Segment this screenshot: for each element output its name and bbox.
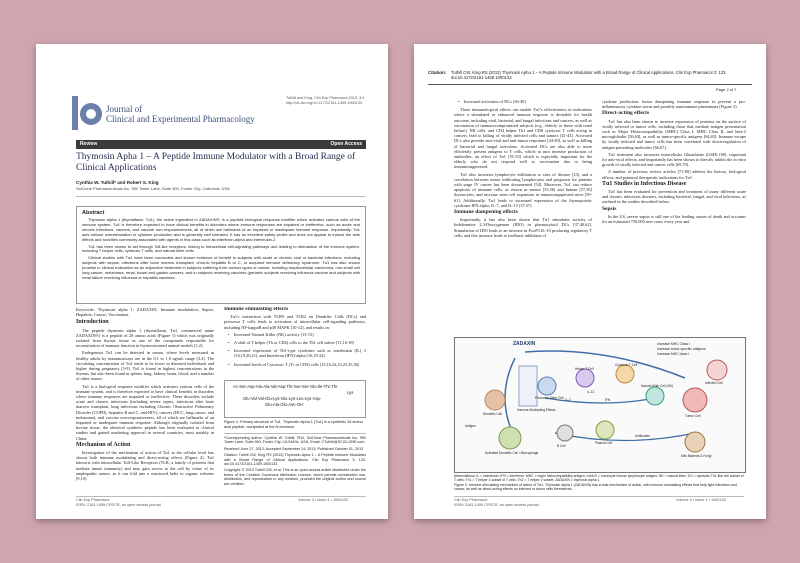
diagram-label: IFN — [605, 398, 611, 402]
paper-page-2 — [414, 44, 766, 519]
arrow — [555, 433, 695, 441]
precursor-stem-cell-icon — [538, 377, 556, 395]
intro-heading: Introduction — [76, 319, 109, 326]
immune-bullet: • Increased expression of Th1-type cytokines such as interleukin (IL) 2 [16,19,20,21], and Interferon (IFN)-alpha [16,19-24] — [234, 348, 366, 358]
divider — [76, 196, 366, 197]
mechanism-heading: Mechanism of Action — [76, 441, 131, 448]
tumor-cell-icon — [683, 388, 707, 412]
diagram-label: IL-12 — [587, 390, 595, 394]
figure1-caption: Figure 1: Primary structure of Tα1. Thymosin alpha 1 (Tα1) is a synthetic 28 amino acid peptide, acetylated at the N-terminus. — [224, 420, 363, 429]
immune-bullet: • Increased levels of Cytotoxic T (Tc or CD8) cells [15,16,22,23,25,35,36] — [234, 362, 366, 367]
abstract-paragraph: Clinical studies with Tα1 have been conducted and shown evidence of benefit in subjects with acute or chronic viral or bacterial infections, including subjects with sepsis, infections after bone marrow transplant, chronic hepatitis B or C, or acquired immune deficiency syndrome. Tα1 has also shown promise in clinical evaluation as an adjunctive treatment in subjects suffering from various types of cancer, including hepatocellular carcinoma, non-small cell lung cancer, melanoma, renal, bowel and gastric cancers, and in subjects receiving vaccines (geriatric subjects receiving influenza vaccine and subjects with renal failure receiving influenza or hepatitis vaccines. — [82, 255, 360, 280]
infectious-paragraph: Tα1 has been evaluated for prevention and treatment of many different acute and chronic infectious diseases, including bacterial, fungal, and viral infections, as outlined in the studies described below. — [602, 189, 746, 205]
article-type-label: Review — [80, 141, 98, 147]
diagram-label: Immune Modulating Effects — [517, 408, 556, 412]
page1-left-column — [76, 307, 214, 492]
body-paragraph: Tα1 also increases lymphocyte infiltration to sites of disease [15], and a correlation between tumor infiltrating lymphocytes and prognosis for patients with stage IV cancer has been documented [54]. Moreover, Tα1 can reduce apoptosis of immune cells, as shown in mouse [55,56] and human [57,58] thymocytes, and increase stem cell expansion in immunosuppressed mice [59-61]. Additionally, Tα1 leads to increased expression of the thymopoietic cytokines IFN alpha, IL-7, and IL-15 [37,57]. — [454, 171, 592, 208]
diagram-label: Plasma Cell — [595, 441, 613, 445]
diagram-label: Increase MHC class I — [657, 352, 690, 356]
doi-line: http://dx.doi.org/10.4172/2161-1459.1000133 — [286, 101, 363, 105]
immune-bullet: • A shift of T helper (Th or CD4) cells to the Th1 cell subset [11,16-18] — [234, 340, 366, 345]
diagram-label: Dendritic Cell — [483, 412, 502, 416]
diagram-label: Precursor Stem Cell — [535, 396, 564, 400]
bacteria-icon — [685, 432, 705, 452]
article-type-bar — [76, 140, 366, 149]
figure2-abbreviations: Abbreviations: IL = interleukin; IFN = interferon; MHC = major histocompatibility antigen; mAb,R = monocyte human lymphocyte antigen; NK = natural killer; Tc1 = cytotoxic Th1-like cell subset of T cells; Th1 = T helper 1 subset of T cells; Th2 = T helper 2 subset; ZADAXIN = thymosin alpha 1 — [454, 474, 744, 482]
open-access-label: Open Access — [330, 141, 362, 147]
diagram-label: IL-2 — [565, 398, 571, 402]
footer-journal: Clin Exp Pharmacol — [76, 498, 110, 502]
direct-paragraph: A number of previous review articles [71-80] address the history, biological effects, and potential therapeutic indications for Tα1. — [602, 169, 746, 180]
helper-t-cell-icon — [576, 369, 594, 387]
copyright-note: Copyright: © 2013 Tuthill CW, et al. This is an open-access article distributed under the terms of the Creative Commons Attribution License, which permits unrestricted use, distribution, and reproduction in any medium, provided the original author and source are credited. — [224, 468, 366, 486]
diagram-label: Activated Dendritic Cell / Macrophage — [485, 451, 539, 455]
diagram-label: Increase tumor specific antigens — [657, 347, 706, 351]
abstract-paragraph: Tα1 has been shown to act through Toll-like receptors, linking to intracellular cell-signaling pathways and leading to stimulation of the immune system, including T helper cells, cytotoxic T cells, and natural killer cells. — [82, 243, 360, 254]
footer-volume: Volume 3 • Issue 4 • 1000133 — [676, 498, 726, 502]
footer-issn: ISSN: 2161-1459 CPECR, an open access journal — [76, 503, 161, 507]
plasma-cell-icon — [596, 421, 614, 439]
direct-paragraph: Tα1 treatment also increases intracellular Glutathione (GSH) [68], important for anti-viral effects, and importantly has been shown to directly inhibit the in vitro growth of virally infected and cancer cells [69,70]. — [602, 151, 746, 168]
sequence-line-1: Ac-Ser-Asp-Ala-Ala-Val-Asp-Thr-Ser-Ser-Glu-Ile-Thr-Thr — [233, 384, 338, 389]
keywords: Keywords: Thymosin alpha 1; ZADAXIN; Immune modulation; Sepsis; Hepatitis; Cancer; Vaccination — [76, 307, 214, 318]
diagram-label: Infected Cell — [705, 381, 723, 385]
figure1-box — [224, 380, 366, 418]
diagram-label: Antigen — [465, 424, 476, 428]
cytotoxic-t-cell-icon — [616, 365, 634, 383]
figure2-caption: Figure 2: Immune stimulating mechanism of action of Tα1. Thymosin alpha 1 (ZADAXIN) has a dual mechanism of action, with immune modulating effects that help fight infections and cancer, as well as direct-acting effects on infected or tumor cells themselves. — [454, 483, 737, 491]
journal-logo-icon — [80, 103, 102, 125]
sequence-line-2: Glu-Ala-Glu-Asn-OH — [265, 402, 304, 407]
diagram-label: Helper T Cell — [575, 367, 594, 371]
abstract-paragraph: Thymosin alpha 1 (thymalfasin, Tα1), the active ingredient in ZADAXIN®, is a peptidic biological response modifier which activates various cells of the immune system. Tα1 is therefore expected to have clinical benefits in disorders where immune responses are impaired or ineffective, such as acute and chronic infections, cancers, and vaccine non-responsiveness, all of which are hallmarks of an impaired or inadequate immune response. Importantly, Tα1 acts without overstimulation of cytokine production and is generally well tolerated. It has an excellent safety profile and does not appear to induce the side effects and toxicities commonly associated with agents in this class such as interferon-alpha and interleukin-2. — [82, 218, 360, 242]
page1-right-column — [224, 307, 366, 377]
footer-divider — [454, 496, 744, 497]
journal-name-line2: Clinical and Experimental Pharmacology — [106, 114, 255, 124]
journal-name-line1: Journal of — [106, 104, 143, 114]
footer-divider — [76, 496, 366, 497]
sequence-line-3: Glu-Val-Val-Glu-Lys-Glu-Lys-Leu-Lys-Asp- — [243, 396, 322, 401]
intro-paragraph: Endogenous Tα1 can be detected in serum, where levels measured in healthy adults by immunoassays are in the 0.1 to 1.0 ng/mL range [3,4]. The circulating concentration of Tα1 tends to be lower in diseased individuals and higher during pregnancy [5-9]. Tα1 is found in highest concentrations in the thymus, but also been found in spleen, lung, kidney, brain, blood, and a number of other tissues. — [76, 350, 214, 382]
sepsis-paragraph: In the US, severe sepsis is still one of the leading causes of death and accounts for an estimated 750,000 new cases every year and — [602, 213, 746, 225]
immune-modulating-panel — [519, 366, 537, 406]
front-matter-notes — [224, 436, 366, 492]
abstract-body — [82, 218, 360, 283]
citation-note: Citation: Tuthill CW, King RS (2013) Thymosin Apha 1 – A Peptide Immune Modulator with a Broad Range of Clinical Applications. Clin Exp Pharmacol 3: 133. doi:10.4172/2161-1459.1000133 — [224, 453, 366, 467]
footer-journal: Clin Exp Pharmacol — [454, 498, 488, 502]
diagram-label: Antibodies — [635, 434, 650, 438]
header-divider — [428, 84, 752, 85]
page2-right-column — [602, 99, 746, 299]
immune-stimulating-paragraph: Tα1's interaction with TLR9 and TLR2 on Dendritic Cells (DCs) and precursor T cells leads to activation of intracellular cell-signaling pathways, including NF-kappaB and p38 MAPK [10-12], and results in: — [224, 314, 366, 330]
dendritic-cell-icon — [485, 390, 505, 410]
intro-paragraph: The peptide thymosin alpha 1 (thymalfasin, Tα1, commercial name ZADAXIN®) is a peptide of 28 amino acids (Figure 1) which was originally isolated from thymic tissue as one of the compounds responsible for reconstitution of immune function in thymectomized animal models [1,2]. — [76, 327, 214, 349]
journal-logo-tab — [72, 96, 78, 130]
b-cell-icon — [557, 425, 573, 441]
immune-bullet: • Increased Natural Killer (NK) activity [13-15] — [234, 332, 366, 337]
authors: Cynthia W. Tuthill* and Robert S. King — [76, 180, 159, 185]
figure2-title: ZADAXIN — [513, 341, 536, 347]
article-title: Thymosin Apha 1 – A Peptide Immune Modulator with a Broad Range of Clinical Applications — [76, 152, 356, 173]
journal-citation-line: Tuthill and King, Clin Exp Pharmacol 2013, 3:4 — [286, 96, 365, 100]
direct-acting-heading: Direct-acting effects — [602, 110, 650, 117]
diagram-label: Cytotoxic T Cell — [615, 363, 638, 367]
diagram-label: Kills Bacteria & Fungi — [681, 454, 712, 458]
dc-bullet: • Increased activation of DCs [36-40] — [464, 99, 592, 104]
citation-label: Citation: — [428, 70, 447, 75]
infectious-disease-heading: Tα1 Studies in Infectious Disease — [602, 180, 687, 187]
received-dates: Received June 27, 2013; Accepted September 24, 2013; Published October 01, 2013 — [224, 446, 364, 451]
diagram-label: Tumor Cell — [685, 414, 701, 418]
body-paragraph: These immunological effects can enable Tα1's effectiveness in indications where a stimulated or enhanced immune response is desirable for health outcome, including viral, bacterial, and fungal infections and cancers, as well as vaccination of immunocompromised subjects (e.g., elderly or those with renal failure). NK cells, and CD4 helper Th1 and CD8 cytotoxic T cells acting in concert, lead to killing of virally infected cells and tumors [41-43]. Activated DCs also provide anti-viral and anti-tumor responses [44-49], as well as killing of bacterial and fungal infections. Activated DCs are also able to more efficiently present antigens to T cells, which in turn increase production of antibodies, an effect of Tα1 [51-53] which is especially important for the elderly who do not respond well to vaccination due to being immunosuppressed. — [454, 107, 592, 170]
diagram-label: Natural Killer Cell (NK) — [641, 384, 674, 388]
intro-paragraph: Tα1 is a biological response modifier which activates various cells of the immune system, and is therefore expected to have clinical benefits in disorders where immune responses are impaired or ineffective. These disorders include acute and chronic infections (including severe sepsis, infections after bone marrow transplant, lung infections including Chronic Obstructive Pulmonary Disorder (COPD), hepatitis B and C, and HIV), cancers (HCC, lung cancer, and melanoma), and vaccine non-responsiveness, all of which are hallmarks of an impaired or inadequate immune response. Although originally isolated from bovine tissue, the identical synthetic peptide has been evaluated in clinical studies and gained marketing approval in several countries, most notably in China. — [76, 383, 214, 441]
natural-killer-cell-icon — [646, 387, 664, 405]
dampening-heading: Immune dampening effects — [454, 209, 518, 216]
sepsis-heading: Sepsis — [602, 205, 617, 212]
sequence-side: Lys — [347, 390, 354, 395]
affiliation: SciClone Pharmaceuticals Inc, 950 Tower Lane, Suite 900, Foster City, California, USA — [76, 186, 230, 191]
divider — [224, 433, 366, 434]
page-number: Page 2 of 7 — [716, 87, 737, 92]
direct-paragraph: Tα1 has also been shown to increase expression of proteins on the surface of virally infected or tumor cells, including those that mediate antigen presentation such as Major Histocompatibility (MHC) Class I, MHC Class II, and beta-2 microglobulin [56,63], as well as tumor-specific antigens [64,65]. Immune escape by virally infected and tumor cells has been correlated with down-regulation of antigen presenting molecules [66,67]. — [602, 118, 746, 150]
abstract-box — [76, 206, 366, 304]
footer-issn: ISSN: 2161-1459 CPECR, an open access journal — [454, 503, 539, 507]
immune-stimulating-heading: Immune stimulating effects — [224, 307, 289, 312]
arrow — [505, 358, 515, 438]
page2-left-column — [454, 99, 592, 299]
figure2-diagram — [454, 337, 746, 473]
diagram-label: Increase MHC Class I — [657, 342, 690, 346]
footer-volume: Volume 3 • Issue 4 • 1000133 — [298, 498, 348, 502]
body-paragraph: cytokine production, hence dampening immune response to prevent a pro-inflammatory cytokine storm and possibly autoimmune phenomena (Figure 3). — [602, 99, 746, 110]
citation-text: Tuthill CW, King RS (2013) Thymosin Apha 1 – A Peptide Immune Modulator with a Broad Range of Clinical Applications. Clin Exp Pharmacol 3: 133. doi:10.4172/2161-1459.1000133 — [451, 70, 727, 80]
dampening-paragraph: Importantly, it has also been shown that Tα1 stimulates activity of Indoleamine 2,3-Deoxygenase (IDO) in plasmacytoid DCs [37,40,62]. Stimulation of IDO leads to an increase in FoxP3 IL-10 producing regulatory T cells, and this increase leads to feedback inhibition of — [454, 217, 592, 238]
correspondence-note: *Corresponding author: Cynthia W. Tuthill, PhD, SciClone Pharmaceuticals Inc, 950 Tower Lane, Suite 900, Foster City, CA 94404, USA, Email: CTuthill@SCICLONE.com — [224, 436, 366, 445]
infected-cell-icon — [707, 360, 727, 380]
abstract-heading: Abstract — [82, 210, 105, 216]
paper-page-1 — [36, 44, 388, 519]
mechanism-paragraph: Investigation of the mechanism of action of Tα1 at the cellular level has shown both immune modulating and direct-acting effects (Figure 2). Tα1 interacts with intracellular Toll-Like Receptors (TLR; a family of proteins that mediate innate immunity) and may gain access to the cell by virtue of its amphipathic nature, as it can fold into a structured helix in organic solvents [9,10]. — [76, 450, 214, 482]
activated-dendritic-cell-icon — [499, 427, 521, 449]
diagram-label: B Cell — [557, 444, 566, 448]
